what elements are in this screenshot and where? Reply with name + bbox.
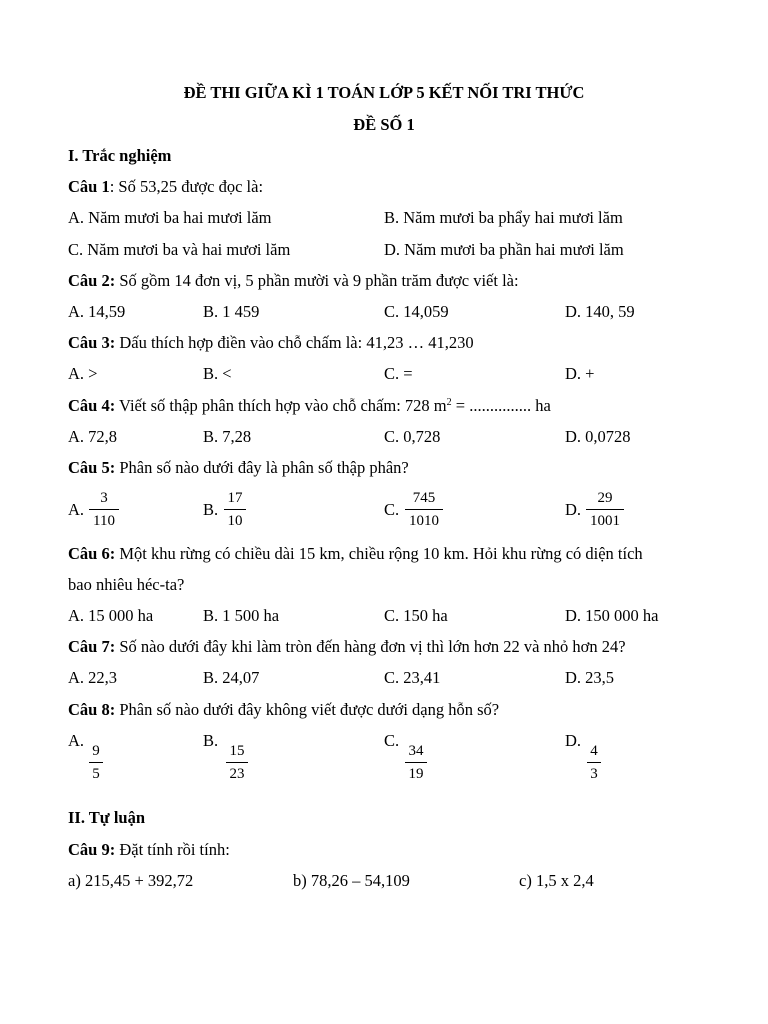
- q5-option-c-letter: C.: [384, 500, 400, 519]
- q7-option-a: A. 22,3: [68, 668, 118, 687]
- q7-option-c: C. 23,41: [384, 668, 441, 687]
- q4-option-a: A. 72,8: [68, 427, 118, 446]
- q4-option-b: B. 7,28: [203, 427, 252, 446]
- q5-option-b-letter: B.: [203, 500, 219, 519]
- q3-option-d: D. +: [565, 364, 595, 383]
- q1-option-d: D. Năm mươi ba phần hai mươi lăm: [384, 240, 624, 259]
- question-2: Câu 2: Số gồm 14 đơn vị, 5 phần mười và 9 phần trăm được viết là:: [68, 271, 519, 290]
- q6-option-b: B. 1 500 ha: [203, 606, 280, 625]
- q3-option-c: C. =: [384, 364, 413, 383]
- q2-option-c: C. 14,059: [384, 302, 449, 321]
- question-3: Câu 3: Dấu thích hợp điền vào chỗ chấm là: 41,23 … 41,230: [68, 333, 474, 352]
- q5-option-d-letter: D.: [565, 500, 582, 519]
- q7-option-b: B. 24,07: [203, 668, 260, 687]
- q7-option-d: D. 23,5: [565, 668, 615, 687]
- q2-option-d: D. 140, 59: [565, 302, 635, 321]
- q3-option-b: B. <: [203, 364, 232, 383]
- section-heading-1: I. Trắc nghiệm: [68, 146, 172, 165]
- q9-part-b: b) 78,26 – 54,109: [293, 871, 410, 890]
- q3-option-a: A. >: [68, 364, 98, 383]
- q8-option-d-fraction: 4 3: [587, 744, 601, 782]
- q2-option-b: B. 1 459: [203, 302, 260, 321]
- q9-part-c: c) 1,5 x 2,4: [519, 871, 594, 890]
- q8-option-b-letter: B.: [203, 731, 219, 750]
- q6-option-c: C. 150 ha: [384, 606, 448, 625]
- q4-option-d: D. 0,0728: [565, 427, 631, 446]
- question-1: Câu 1: Số 53,25 được đọc là:: [68, 177, 264, 196]
- page-subtitle: ĐỀ SỐ 1: [353, 115, 415, 134]
- q1-option-b: B. Năm mươi ba phẩy hai mươi lăm: [384, 208, 623, 227]
- question-8: Câu 8: Phân số nào dưới đây không viết được dưới dạng hỗn số?: [68, 700, 500, 719]
- q5-option-c-fraction: 745 1010: [405, 491, 443, 529]
- q2-option-a: A. 14,59: [68, 302, 126, 321]
- q8-option-a-letter: A.: [68, 731, 85, 750]
- q8-option-b-fraction: 15 23: [226, 744, 248, 782]
- section-heading-2: II. Tự luận: [68, 808, 146, 827]
- q9-part-a: a) 215,45 + 392,72: [68, 871, 194, 890]
- q1-option-a: A. Năm mươi ba hai mươi lăm: [68, 208, 272, 227]
- q4-option-c: C. 0,728: [384, 427, 441, 446]
- question-6-line-2: bao nhiêu héc-ta?: [68, 575, 185, 594]
- q5-option-a-fraction: 3 110: [89, 491, 119, 529]
- q1-option-c: C. Năm mươi ba và hai mươi lăm: [68, 240, 291, 259]
- question-5: Câu 5: Phân số nào dưới đây là phân số thập phân?: [68, 458, 409, 477]
- q5-option-d-fraction: 29 1001: [586, 491, 624, 529]
- question-9: Câu 9: Đặt tính rồi tính:: [68, 840, 230, 859]
- q8-option-c-fraction: 34 19: [405, 744, 427, 782]
- q8-option-d-letter: D.: [565, 731, 582, 750]
- q5-option-b-fraction: 17 10: [224, 491, 246, 529]
- question-6: Câu 6: Một khu rừng có chiều dài 15 km, chiều rộng 10 km. Hỏi khu rừng có diện tích: [68, 544, 643, 563]
- q8-option-c-letter: C.: [384, 731, 400, 750]
- q6-option-d: D. 150 000 ha: [565, 606, 659, 625]
- question-4: Câu 4: Viết số thập phân thích hợp vào chỗ chấm: 728 $m^2$ = ............... ha: [68, 396, 551, 415]
- q8-option-a-fraction: 9 5: [89, 744, 103, 782]
- q5-option-a-letter: A.: [68, 500, 85, 519]
- question-7: Câu 7: Số nào dưới đây khi làm tròn đến hàng đơn vị thì lớn hơn 22 và nhỏ hơn 24?: [68, 637, 626, 656]
- q6-option-a: A. 15 000 ha: [68, 606, 154, 625]
- page-title: ĐỀ THI GIỮA KÌ 1 TOÁN LỚP 5 KẾT NỐI TRI THỨC: [183, 83, 585, 102]
